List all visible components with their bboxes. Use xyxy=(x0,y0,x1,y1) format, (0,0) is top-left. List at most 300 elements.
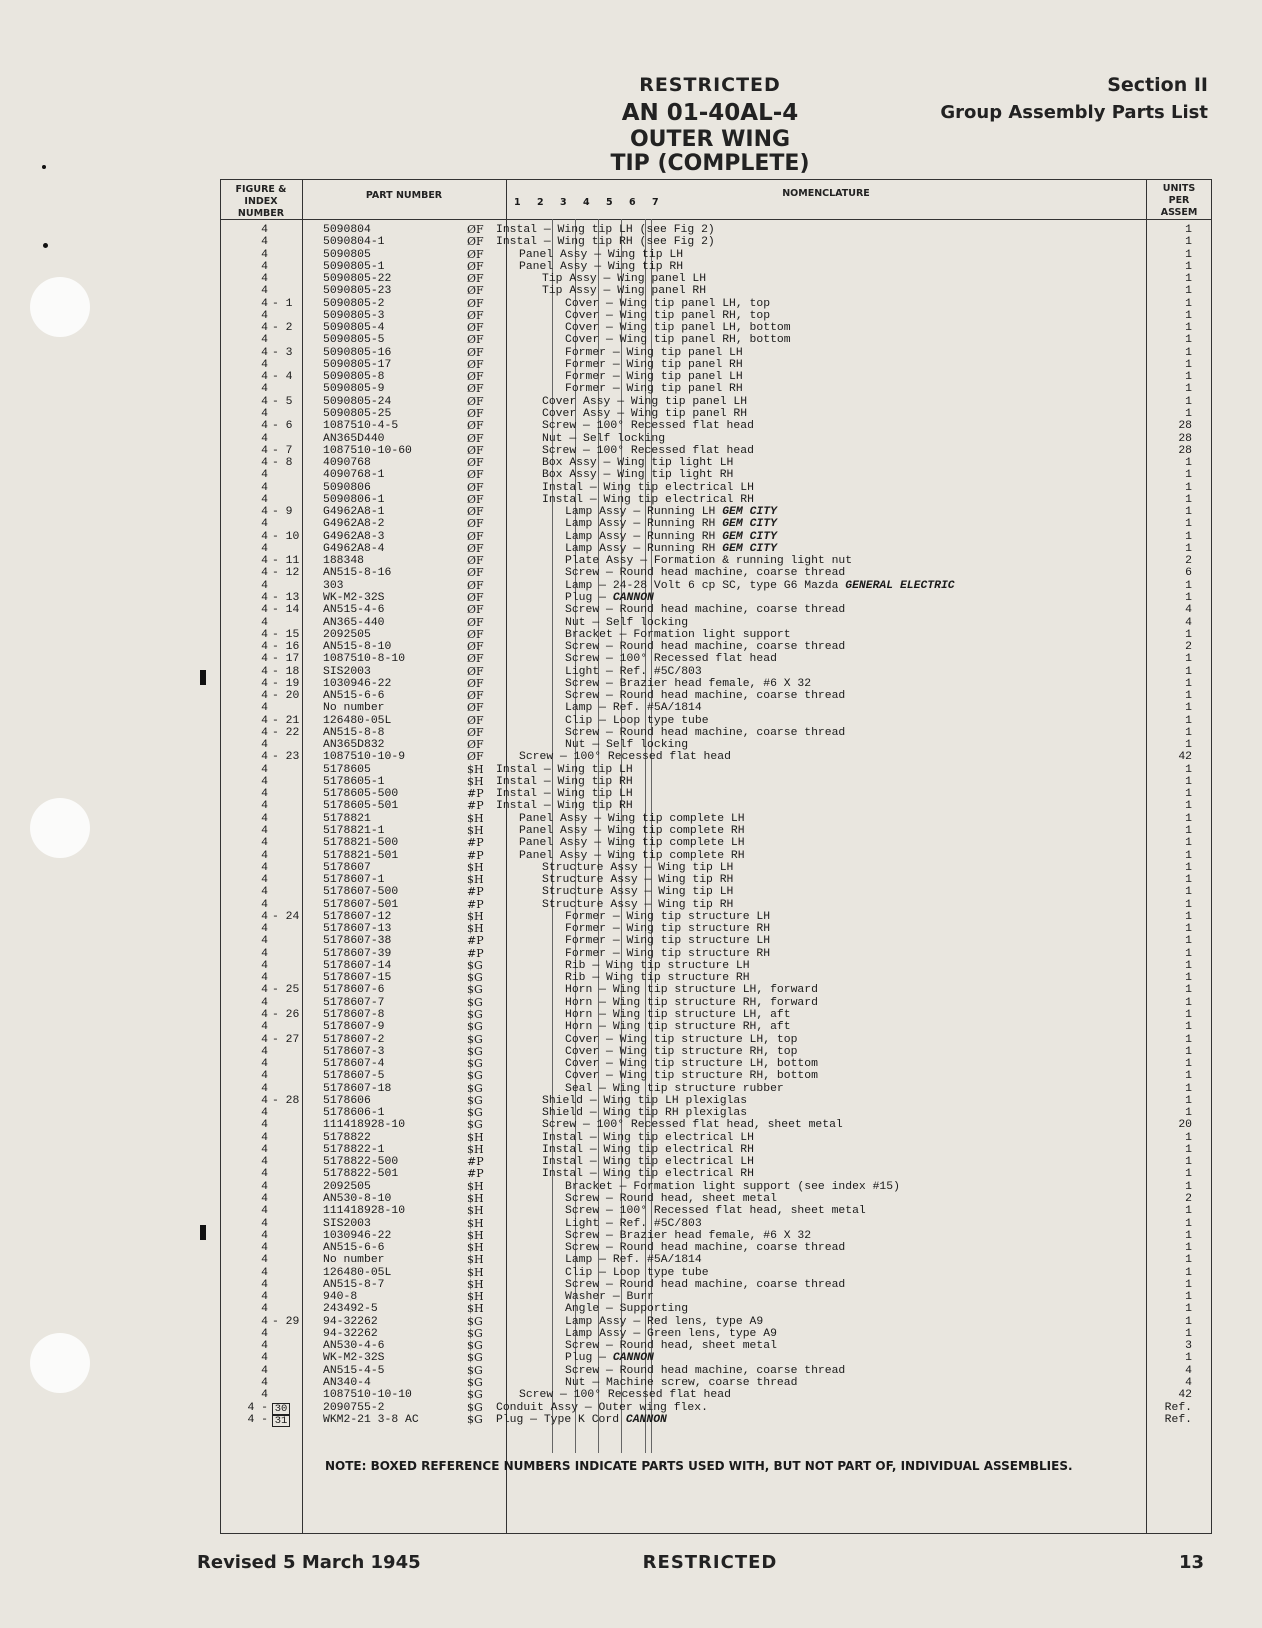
units-per-assembly: 1 xyxy=(1185,407,1192,420)
manufacturer-name: GEM CITY xyxy=(715,518,777,531)
table-row xyxy=(220,1046,1212,1058)
figure-number: 4 xyxy=(261,420,268,433)
table-row xyxy=(220,604,1212,616)
usage-code: $H xyxy=(467,1241,484,1255)
level-number: 6 xyxy=(629,197,636,208)
nomenclature: Panel Assy — Wing tip complete LH xyxy=(519,812,745,825)
nomenclature: Panel Assy — Wing tip complete LH xyxy=(519,837,745,850)
figure-number: 4 xyxy=(261,1376,268,1389)
part-number: AN365D440 xyxy=(323,432,385,445)
usage-code: ØF xyxy=(467,664,484,678)
units-per-assembly: 1 xyxy=(1185,837,1192,850)
nomenclature: Cover — Wing tip panel LH, top xyxy=(565,297,771,310)
units-per-assembly: 1 xyxy=(1185,395,1192,408)
units-per-assembly: 1 xyxy=(1185,334,1192,347)
part-number: 5178605 xyxy=(323,763,371,776)
table-row xyxy=(220,1230,1212,1242)
usage-code: $G xyxy=(467,1363,483,1377)
index-number: - 3 xyxy=(272,346,293,359)
part-number: G4962A8-3 xyxy=(323,530,385,543)
part-number: 1030946-22 xyxy=(323,677,392,690)
index-number: - 17 xyxy=(272,653,300,666)
table-row xyxy=(220,1267,1212,1279)
figure-number: 4 xyxy=(261,959,268,972)
usage-code: ØF xyxy=(467,370,484,384)
units-per-assembly: 1 xyxy=(1185,1058,1192,1071)
table-row xyxy=(220,334,1212,346)
usage-code: $H xyxy=(467,1142,484,1156)
figure-number: 4 xyxy=(261,1278,268,1291)
part-number: AN515-8-10 xyxy=(323,641,392,654)
figure-number: 4 xyxy=(261,1192,268,1205)
margin-dot xyxy=(43,243,48,248)
index-number: - 11 xyxy=(272,555,300,568)
index-number: - 6 xyxy=(272,420,293,433)
nomenclature: Lamp Assy — Running RH GEM CITY xyxy=(565,518,777,531)
units-per-assembly: 3 xyxy=(1185,1340,1192,1353)
nomenclature: Screw — 100° Recessed flat head xyxy=(542,420,754,433)
units-per-assembly: 1 xyxy=(1185,1033,1192,1046)
table-row xyxy=(220,813,1212,825)
table-row xyxy=(220,997,1212,1009)
nomenclature: Nut — Self locking xyxy=(565,739,689,752)
usage-code: ØF xyxy=(467,296,484,310)
table-row xyxy=(220,1132,1212,1144)
figure-number: 4 xyxy=(261,1389,268,1402)
units-per-assembly: 1 xyxy=(1185,1107,1192,1120)
nomenclature: Rib — Wing tip structure LH xyxy=(565,959,750,972)
section-label: Section II xyxy=(1107,74,1208,96)
table-row xyxy=(220,249,1212,261)
usage-code: $H xyxy=(467,1253,484,1267)
nomenclature: Instal — Wing tip RH xyxy=(496,775,633,788)
figure-number: 4 xyxy=(261,861,268,874)
figure-number: 4 xyxy=(261,739,268,752)
units-per-assembly: 1 xyxy=(1185,1266,1192,1279)
figure-number: 4 xyxy=(261,395,268,408)
table-row xyxy=(220,800,1212,812)
part-number: 5090805-24 xyxy=(323,395,392,408)
table-row xyxy=(220,825,1212,837)
nomenclature: Lamp — Ref. #5A/1814 xyxy=(565,702,702,715)
figure-number: 4 xyxy=(261,996,268,1009)
figure-number: 4 xyxy=(261,383,268,396)
part-number: 5090805-22 xyxy=(323,273,392,286)
table-row xyxy=(220,408,1212,420)
usage-code: #P xyxy=(467,885,484,899)
units-per-assembly: 1 xyxy=(1185,1131,1192,1144)
part-number: AN515-8-7 xyxy=(323,1278,385,1291)
part-number: AN530-8-10 xyxy=(323,1192,392,1205)
figure-number: 4 xyxy=(261,763,268,776)
part-number: 5178821 xyxy=(323,812,371,825)
part-number: 5178822-1 xyxy=(323,1143,385,1156)
nomenclature: Bracket — Formation light support xyxy=(565,628,791,641)
usage-code: $G xyxy=(467,971,483,985)
units-per-assembly: 1 xyxy=(1185,1180,1192,1193)
usage-code: ØF xyxy=(467,456,484,470)
units-per-assembly: 4 xyxy=(1185,604,1192,617)
nomenclature: Nut — Self locking xyxy=(542,432,666,445)
nomenclature: Lamp Assy — Running RH GEM CITY xyxy=(565,542,777,555)
nomenclature: Former — Wing tip structure RH xyxy=(565,947,771,960)
table-row xyxy=(220,935,1212,947)
manufacturer-name: CANNON xyxy=(619,1413,667,1426)
usage-code: ØF xyxy=(467,725,484,739)
part-number: No number xyxy=(323,702,385,715)
units-per-assembly: 1 xyxy=(1185,959,1192,972)
table-row xyxy=(220,494,1212,506)
part-number: 5090805-8 xyxy=(323,371,385,384)
part-number: 5178607-14 xyxy=(323,959,392,972)
units-per-assembly: 1 xyxy=(1185,260,1192,273)
nomenclature: Clip — Loop type tube xyxy=(565,714,709,727)
figure-number: 4 xyxy=(261,1340,268,1353)
nomenclature: Lamp — Ref. #5A/1814 xyxy=(565,1254,702,1267)
assembly-title-line1: OUTER WING xyxy=(629,127,791,152)
nomenclature: Former — Wing tip panel LH xyxy=(565,346,743,359)
part-number: AN515-8-16 xyxy=(323,567,392,580)
usage-code: ØF xyxy=(467,431,484,445)
nomenclature: Screw — Round head machine, coarse thread xyxy=(565,604,846,617)
figure-number: 4 xyxy=(261,334,268,347)
part-number: 5178607-6 xyxy=(323,984,385,997)
table-row xyxy=(220,911,1212,923)
units-per-assembly: 1 xyxy=(1185,469,1192,482)
part-number: WKM2-21 3-8 AC xyxy=(323,1413,419,1426)
figure-number: 4 xyxy=(261,984,268,997)
nomenclature: Bracket — Formation light support (see index #15) xyxy=(565,1180,900,1193)
figure-number: 4 xyxy=(261,628,268,641)
figure-number: 4 xyxy=(261,346,268,359)
units-per-assembly: 1 xyxy=(1185,812,1192,825)
table-row xyxy=(220,972,1212,984)
part-number: 5090805-16 xyxy=(323,346,392,359)
table-row xyxy=(220,567,1212,579)
part-number: 5178607-500 xyxy=(323,886,399,899)
table-row xyxy=(220,715,1212,727)
part-number: 5178606-1 xyxy=(323,1107,385,1120)
usage-code: $H xyxy=(467,909,484,923)
usage-code: ØF xyxy=(467,382,484,396)
nomenclature: Cover — Wing tip panel LH, bottom xyxy=(565,322,791,335)
units-per-assembly: 4 xyxy=(1185,1364,1192,1377)
index-number: - 18 xyxy=(272,665,300,678)
part-number: 5090805-2 xyxy=(323,297,385,310)
units-per-assembly: 1 xyxy=(1185,248,1192,261)
units-per-assembly: 28 xyxy=(1178,432,1192,445)
units-per-assembly: 1 xyxy=(1185,506,1192,519)
table-row xyxy=(220,1193,1212,1205)
column-header-part-number: PART NUMBER xyxy=(365,190,443,201)
nomenclature: Former — Wing tip panel RH xyxy=(565,358,743,371)
figure-number: 4 xyxy=(261,641,268,654)
boxed-reference-note: NOTE: BOXED REFERENCE NUMBERS INDICATE PARTS USED WITH, BUT NOT PART OF, INDIVIDUAL ASSEMBLIES. xyxy=(325,1459,1073,1473)
figure-number: 4 xyxy=(261,1205,268,1218)
table-row xyxy=(220,923,1212,935)
manufacturer-name: CANNON xyxy=(606,1352,654,1365)
part-number: 2092505 xyxy=(323,1180,371,1193)
table-row xyxy=(220,727,1212,739)
units-per-assembly: 1 xyxy=(1185,886,1192,899)
figure-number: 4 xyxy=(261,1229,268,1242)
usage-code: ØF xyxy=(467,247,484,261)
nomenclature: Panel Assy — Wing tip LH xyxy=(519,248,684,261)
part-number: G4962A8-4 xyxy=(323,542,385,555)
nomenclature: Instal — Wing tip RH xyxy=(496,800,633,813)
nomenclature: Cover — Wing tip panel RH, bottom xyxy=(565,334,791,347)
usage-code: #P xyxy=(467,1155,484,1169)
figure-number: 4 xyxy=(261,260,268,273)
table-row xyxy=(220,1168,1212,1180)
figure-number: 4 xyxy=(261,1327,268,1340)
nomenclature: Instal — Wing tip electrical RH xyxy=(542,493,754,506)
nomenclature: Instal — Wing tip LH xyxy=(496,763,633,776)
table-row xyxy=(220,1021,1212,1033)
index-number: - 21 xyxy=(272,714,300,727)
part-number: 5178605-1 xyxy=(323,775,385,788)
usage-code: #P xyxy=(467,787,484,801)
part-number: 4090768 xyxy=(323,457,371,470)
units-per-assembly: 1 xyxy=(1185,493,1192,506)
part-number: 5178607-9 xyxy=(323,1021,385,1034)
usage-code: $G xyxy=(467,1044,483,1058)
manufacturer-name: GEM CITY xyxy=(715,506,777,519)
figure-number: 4 - xyxy=(247,1401,268,1414)
table-row xyxy=(220,322,1212,334)
usage-code: $G xyxy=(467,1326,483,1340)
units-per-assembly: 1 xyxy=(1185,935,1192,948)
table-row xyxy=(220,469,1212,481)
units-per-assembly: 1 xyxy=(1185,1242,1192,1255)
figure-number: 4 xyxy=(261,1021,268,1034)
part-number: 126480-05L xyxy=(323,714,392,727)
part-number: No number xyxy=(323,1254,385,1267)
manufacturer-name: GEM CITY xyxy=(715,542,777,555)
table-row xyxy=(220,347,1212,359)
usage-code: $G xyxy=(467,1069,483,1083)
nomenclature: Former — Wing tip structure LH xyxy=(565,910,771,923)
usage-code: ØF xyxy=(467,676,484,690)
figure-number: 4 xyxy=(261,444,268,457)
nomenclature: Screw — 100° Recessed flat head xyxy=(519,751,731,764)
units-per-assembly: 1 xyxy=(1185,1021,1192,1034)
table-row xyxy=(220,298,1212,310)
units-per-assembly: 1 xyxy=(1185,1143,1192,1156)
nomenclature: Lamp Assy — Running RH GEM CITY xyxy=(565,530,777,543)
usage-code: ØF xyxy=(467,468,484,482)
figure-number: 4 xyxy=(261,407,268,420)
usage-code: ØF xyxy=(467,443,484,457)
table-row xyxy=(220,1340,1212,1352)
figure-number: 4 xyxy=(261,1058,268,1071)
nomenclature: Lamp Assy — Green lens, type A9 xyxy=(565,1327,777,1340)
figure-number: 4 xyxy=(261,1291,268,1304)
table-row xyxy=(220,224,1212,236)
usage-code: $H xyxy=(467,1290,484,1304)
nomenclature: Plug — CANNON xyxy=(565,1352,654,1365)
figure-number: 4 xyxy=(261,923,268,936)
usage-code: ØF xyxy=(467,235,484,249)
nomenclature: Horn — Wing tip structure RH, forward xyxy=(565,996,818,1009)
figure-number: 4 xyxy=(261,886,268,899)
table-row xyxy=(220,1034,1212,1046)
usage-code: $H xyxy=(467,811,484,825)
nomenclature: Cover — Wing tip structure RH, top xyxy=(565,1045,798,1058)
part-number: 94-32262 xyxy=(323,1327,378,1340)
table-row xyxy=(220,837,1212,849)
units-per-assembly: 42 xyxy=(1178,1389,1192,1402)
usage-code: ØF xyxy=(467,627,484,641)
index-number: 30 xyxy=(272,1403,290,1415)
figure-number: 4 xyxy=(261,248,268,261)
nomenclature: Screw — 100° Recessed flat head xyxy=(542,444,754,457)
nomenclature: Former — Wing tip structure LH xyxy=(565,935,771,948)
part-number: 940-8 xyxy=(323,1291,358,1304)
part-number: 5178607-12 xyxy=(323,910,392,923)
nomenclature: Tip Assy — Wing panel LH xyxy=(542,273,707,286)
figure-number: 4 xyxy=(261,309,268,322)
usage-code: $H xyxy=(467,1265,484,1279)
figure-number: 4 xyxy=(261,849,268,862)
page-number: 13 xyxy=(1178,1552,1204,1573)
units-per-assembly: 1 xyxy=(1185,788,1192,801)
nomenclature: Screw — 100° Recessed flat head xyxy=(519,1389,731,1402)
indent-level-numbers xyxy=(506,197,666,211)
nomenclature: Former — Wing tip panel LH xyxy=(565,371,743,384)
table-row xyxy=(220,1279,1212,1291)
units-per-assembly: 20 xyxy=(1178,1119,1192,1132)
figure-number: 4 xyxy=(261,1180,268,1193)
figure-number: 4 xyxy=(261,579,268,592)
list-title: Group Assembly Parts List xyxy=(940,102,1208,123)
nomenclature: Cover — Wing tip structure RH, bottom xyxy=(565,1070,818,1083)
index-number: - 14 xyxy=(272,604,300,617)
usage-code: ØF xyxy=(467,345,484,359)
table-row xyxy=(220,788,1212,800)
usage-code: $G xyxy=(467,1106,483,1120)
part-number: 303 xyxy=(323,579,344,592)
part-number: 5178607-3 xyxy=(323,1045,385,1058)
figure-number: 4 xyxy=(261,898,268,911)
manufacturer-name: GENERAL ELECTRIC xyxy=(838,579,955,592)
table-row xyxy=(220,543,1212,555)
usage-code: $H xyxy=(467,1216,484,1230)
nomenclature: Panel Assy — Wing tip complete RH xyxy=(519,849,745,862)
index-number: - 26 xyxy=(272,1009,300,1021)
units-per-assembly: 1 xyxy=(1185,309,1192,322)
nomenclature: Lamp — 24-28 Volt 6 cp SC, type G6 Mazda GENERAL ELECTRIC xyxy=(565,579,955,592)
usage-code: ØF xyxy=(467,406,484,420)
table-row xyxy=(220,1365,1212,1377)
figure-number: 4 xyxy=(261,530,268,543)
level-number: 1 xyxy=(514,197,521,208)
table-row xyxy=(220,1254,1212,1266)
units-per-assembly: 1 xyxy=(1185,726,1192,739)
usage-code: ØF xyxy=(467,419,484,433)
figure-number: 4 xyxy=(261,432,268,445)
level-number: 7 xyxy=(652,197,659,208)
figure-number: 4 xyxy=(261,1168,268,1181)
table-row xyxy=(220,960,1212,972)
part-number: 5090805 xyxy=(323,248,371,261)
figure-number: 4 xyxy=(261,236,268,249)
table-row xyxy=(220,764,1212,776)
index-number: - 28 xyxy=(272,1094,300,1107)
usage-code: ØF xyxy=(467,333,484,347)
part-number: AN515-6-6 xyxy=(323,1242,385,1255)
units-per-assembly: 1 xyxy=(1185,518,1192,531)
figure-number: 4 xyxy=(261,825,268,838)
part-number: 5090805-23 xyxy=(323,285,392,298)
part-number: 5178821-500 xyxy=(323,837,399,850)
figure-number: 4 xyxy=(261,1156,268,1169)
nomenclature: Light — Ref. #5C/803 xyxy=(565,665,702,678)
table-row xyxy=(220,1377,1212,1389)
index-number: - 12 xyxy=(272,567,300,580)
table-row xyxy=(220,776,1212,788)
nomenclature: Seal — Wing tip structure rubber xyxy=(565,1082,784,1095)
usage-code: ØF xyxy=(467,652,484,666)
units-per-assembly: 1 xyxy=(1185,481,1192,494)
part-number: 5178607-39 xyxy=(323,947,392,960)
figure-number: 4 xyxy=(261,1119,268,1132)
part-number: 5178822-501 xyxy=(323,1168,399,1181)
usage-code: $G xyxy=(467,1375,483,1389)
table-row xyxy=(220,518,1212,530)
figure-number: 4 xyxy=(261,837,268,850)
nomenclature: Panel Assy — Wing tip RH xyxy=(519,260,684,273)
usage-code: ØF xyxy=(467,505,484,519)
usage-code: ØF xyxy=(467,357,484,371)
table-row xyxy=(220,531,1212,543)
nomenclature: Plate Assy — Formation & running light nut xyxy=(565,555,853,568)
index-number: - 25 xyxy=(272,984,300,997)
usage-code: $H xyxy=(467,922,484,936)
table-row xyxy=(220,1291,1212,1303)
part-number: 1087510-10-60 xyxy=(323,444,412,457)
figure-number: 4 xyxy=(261,1045,268,1058)
usage-code: ØF xyxy=(467,308,484,322)
figure-number: 4 xyxy=(261,457,268,470)
figure-number: 4 xyxy=(261,481,268,494)
units-per-assembly: 1 xyxy=(1185,898,1192,911)
usage-code: $H xyxy=(467,860,484,874)
index-number: - 23 xyxy=(272,751,300,764)
nomenclature: Instal — Wing tip RH (see Fig 2) xyxy=(496,236,715,249)
usage-code: $G xyxy=(467,1093,483,1107)
table-row xyxy=(220,678,1212,690)
units-per-assembly: 1 xyxy=(1185,775,1192,788)
table-row xyxy=(220,1328,1212,1340)
usage-code: $G xyxy=(467,1008,483,1021)
figure-number: 4 xyxy=(261,665,268,678)
part-number: 5178822-500 xyxy=(323,1156,399,1169)
usage-code: $G xyxy=(467,1020,483,1034)
figure-number: 4 xyxy=(261,800,268,813)
units-per-assembly: 1 xyxy=(1185,1327,1192,1340)
figure-number: 4 xyxy=(261,653,268,666)
usage-code: ØF xyxy=(467,480,484,494)
nomenclature: Structure Assy — Wing tip LH xyxy=(542,861,734,874)
usage-code: #P xyxy=(467,1167,484,1181)
nomenclature: Screw — Brazier head female, #6 X 32 xyxy=(565,677,812,690)
units-per-assembly: 1 xyxy=(1185,1254,1192,1267)
index-number: - 9 xyxy=(272,506,293,519)
index-number: - 7 xyxy=(272,444,293,457)
nomenclature: Horn — Wing tip structure LH, aft xyxy=(565,1009,791,1021)
part-number: 5178607-13 xyxy=(323,923,392,936)
